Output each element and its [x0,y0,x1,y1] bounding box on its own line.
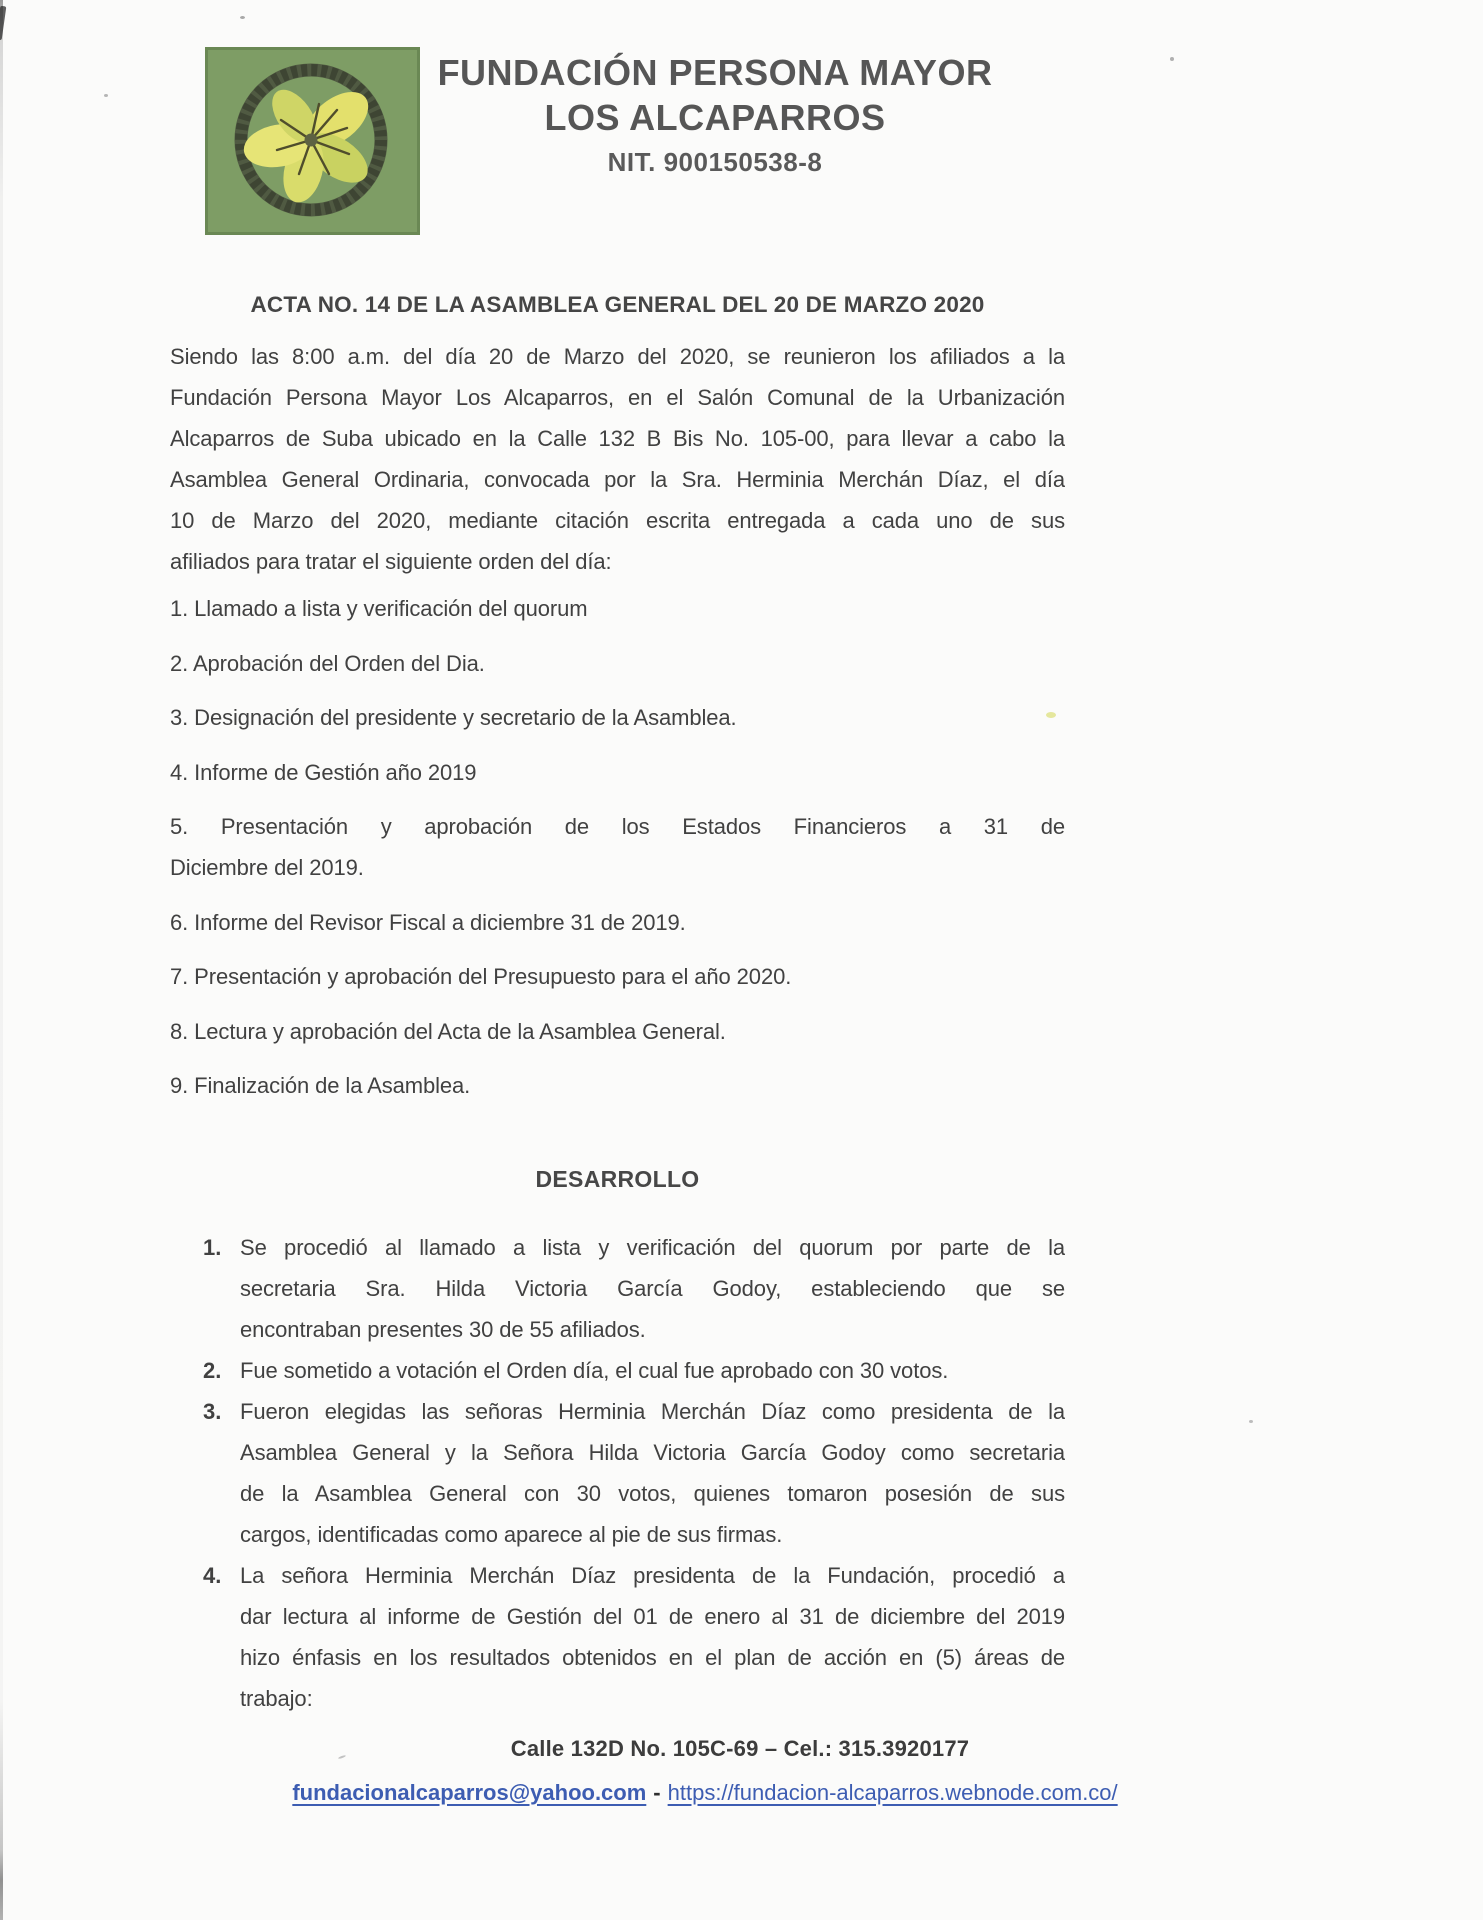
text-line: Asamblea General Ordinaria, convocada por la Sra. Herminia Merchán Díaz, el día [170,467,1065,492]
text-line: Fue sometido a votación el Orden día, el cual fue aprobado con 30 votos. [240,1358,949,1383]
scan-corner-artifact [0,6,6,41]
org-name-line2: LOS ALCAPARROS [544,97,886,138]
page-title: ACTA NO. 14 DE LA ASAMBLEA GENERAL DEL 20 DE MARZO 2020 [250,292,985,317]
text-line: Diciembre del 2019. [170,855,364,880]
text-line: 1. Llamado a lista y verificación del quorum [170,596,588,621]
intro-paragraph [170,336,1065,582]
text-line: La señora Herminia Merchán Díaz presidenta de la Fundación, procedió a [240,1563,1065,1588]
agenda-item [170,752,1065,793]
text-line: 5. Presentación y aprobación de los Estados Financieros a 31 de [170,814,1065,839]
list-number: 3. [203,1399,222,1424]
scan-speck [1249,1420,1253,1423]
text-line: trabajo: [240,1686,313,1711]
scan-speck [240,16,245,19]
section-heading: DESARROLLO [535,1166,700,1192]
scan-speck [1170,57,1174,61]
text-line: 8. Lectura y aprobación del Acta de la Asamblea General. [170,1018,726,1044]
text-line: Siendo las 8:00 a.m. del día 20 de Marzo del 2020, se reunieron los afiliados a la [170,344,1065,369]
footer-links [0,1780,1410,1806]
text-line: Asamblea General y la Señora Hilda Victoria García Godoy como secretaria [240,1440,1065,1465]
scan-edge-artifact [0,0,3,1920]
org-name-line1: FUNDACIÓN PERSONA MAYOR [437,52,993,93]
text-line: 9. Finalización de la Asamblea. [170,1073,471,1098]
text-line: cargos, identificadas como aparece al pie de sus firmas. [240,1522,783,1547]
text-line: dar lectura al informe de Gestión del 01 de enero al 31 de diciembre del 2019 [240,1604,1065,1629]
text-line: 4. Informe de Gestión año 2019 [170,759,477,785]
text-line: 3. Designación del presidente y secretario de la Asamblea. [170,705,737,730]
agenda-list [170,588,1065,1120]
agenda-item [170,806,1065,888]
footer-separator: - [653,1780,661,1805]
agenda-item [170,643,1065,684]
list-number: 1. [203,1235,222,1260]
website-link[interactable]: https://fundacion-alcaparros.webnode.com.co/ [667,1780,1118,1805]
text-line: 6. Informe del Revisor Fiscal a diciembre 31 de 2019. [170,909,686,935]
scan-speck [104,94,108,97]
agenda-item [170,956,1065,997]
email-link[interactable]: fundacionalcaparros@yahoo.com [292,1780,647,1805]
text-line: encontraban presentes 30 de 55 afiliados. [240,1317,646,1342]
development-list [170,1227,1065,1719]
text-line: Fueron elegidas las señoras Herminia Merchán Díaz como presidenta de la [240,1399,1065,1424]
agenda-item [170,588,1065,629]
agenda-item [170,902,1065,943]
agenda-item [170,697,1065,738]
text-line: Se procedió al llamado a lista y verificación del quorum por parte de la [240,1235,1065,1260]
flower-logo-icon [205,47,420,235]
agenda-item [170,1011,1065,1052]
development-item [170,1555,1065,1719]
development-item [170,1350,1065,1391]
development-item [170,1227,1065,1350]
text-line: 7. Presentación y aprobación del Presupuesto para el año 2020. [170,964,792,989]
text-line: Fundación Persona Mayor Los Alcaparros, en el Salón Comunal de la Urbanización [170,385,1065,410]
text-line: 2. Aprobación del Orden del Dia. [170,650,485,676]
footer-address: Calle 132D No. 105C-69 – Cel.: 315.3920177 [510,1736,970,1761]
text-line: secretaria Sra. Hilda Victoria García Godoy, estableciendo que se [240,1276,1065,1301]
text-line: 10 de Marzo del 2020, mediante citación escrita entregada a cada uno de sus [170,508,1065,533]
development-item [170,1391,1065,1555]
text-line: hizo énfasis en los resultados obtenidos en el plan de acción en (5) áreas de [240,1645,1065,1670]
list-number: 2. [203,1358,222,1383]
text-line: Alcaparros de Suba ubicado en la Calle 132 B Bis No. 105-00, para llevar a cabo la [170,426,1065,451]
org-nit: NIT. 900150538-8 [607,147,823,177]
foundation-logo [205,47,420,236]
list-number: 4. [203,1563,222,1588]
agenda-item [170,1065,1065,1106]
text-line: afiliados para tratar el siguiente orden del día: [170,549,612,574]
text-line: de la Asamblea General con 30 votos, quienes tomaron posesión de sus [240,1481,1065,1506]
letterhead [415,50,1015,184]
